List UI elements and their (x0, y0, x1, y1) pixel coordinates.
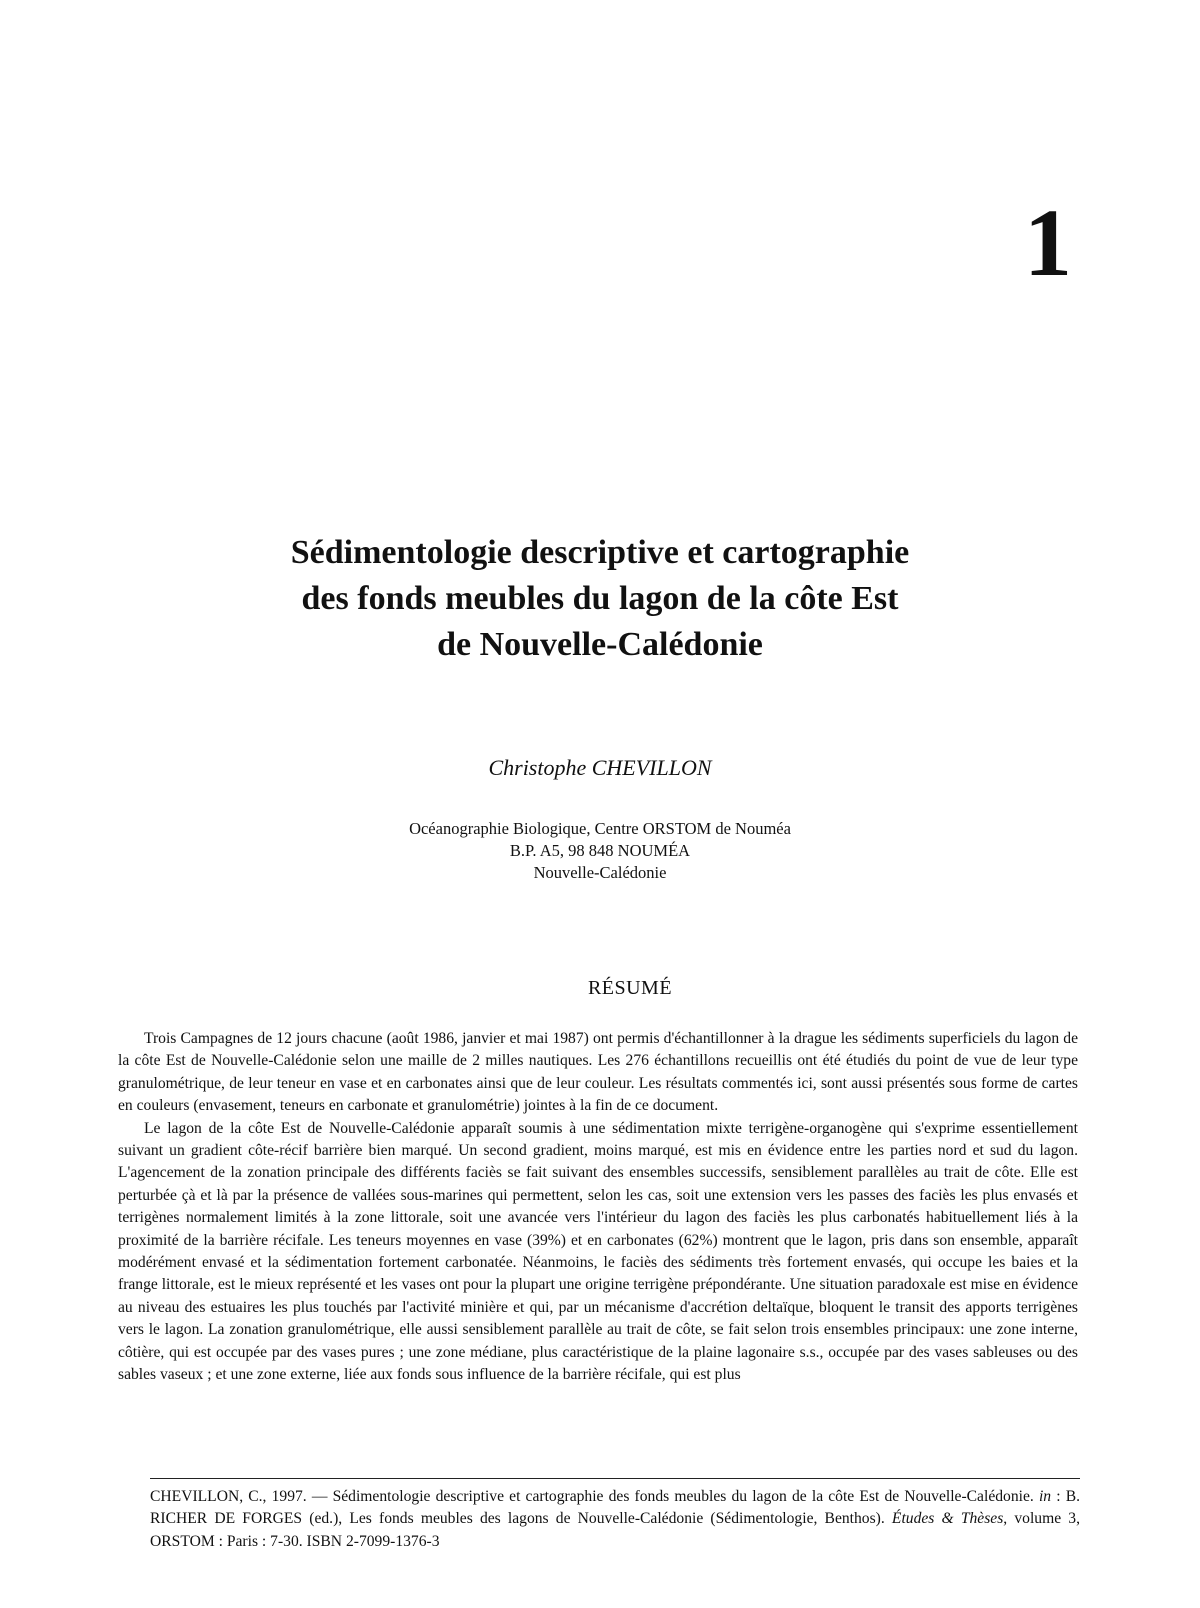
abstract-paragraph: Le lagon de la côte Est de Nouvelle-Calédonie apparaît soumis à une sédimentation mixte terrigène-organogène qui s'exprime essentiellement suivant un gradient côte-récif barrière bien marqué. Un second gradient, moins marqué, est mis en évidence entre les parties nord et sud du lagon. L'agencement de la zonation principale des différents faciès se fait suivant des ensembles successifs, sensiblement parallèles au trait de côte. Elle est perturbée çà et là par la présence de vallées sous-marines qui permettent, selon les cas, soit une extension vers les passes des faciès les plus envasés et terrigènes normalement limités à la zone littorale, soit une avancée vers l'intérieur du lagon des faciès les plus carbonatés habituellement liés à la proximité de la barrière récifale. Les teneurs moyennes en vase (39%) et en carbonates (62%) montrent que le lagon, pris dans son ensemble, apparaît modérément envasé et la sédimentation fortement carbonatée. Néanmoins, le faciès des sédiments très fortement envasés, qui occupe les baies et la frange littorale, est le mieux représenté et les vases ont pour la plupart une origine terrigène prépondérante. Une situation paradoxale est mise en évidence au niveau des estuaires les plus touchés par l'activité minière et qui, par un mécanisme d'accrétion deltaïque, bloquent le transit des apports terrigènes vers le lagon. La zonation granulométrique, elle aussi sensiblement parallèle au trait de côte, se fait selon trois ensembles principaux: une zone interne, côtière, qui est occupée par des vases pures ; une zone médiane, plus caractéristique de la plaine lagonaire s.s., occupée par des vases sableuses ou des sables vaseux ; et une zone externe, liée aux fonds sous influence de la barrière récifale, qui est plus (118, 1119, 1078, 1384)
chapter-number: 1 (1024, 189, 1070, 296)
author-name: Christophe CHEVILLON (488, 755, 712, 780)
author-affiliation (0, 818, 1200, 884)
article-title (180, 530, 1020, 668)
citation-in: in (1038, 1488, 1052, 1505)
affiliation-line: Nouvelle-Calédonie (533, 863, 667, 882)
abstract-heading: RÉSUMÉ (587, 977, 673, 999)
title-line: des fonds meubles du lagon de la côte Est (301, 580, 899, 617)
affiliation-line: Océanographie Biologique, Centre ORSTOM de Nouméa (409, 819, 791, 838)
citation-footnote (150, 1486, 1080, 1553)
title-line: Sédimentologie descriptive et cartographie (290, 534, 910, 571)
citation-text: : B. RICHER DE FORGES (ed.), Les fonds meubles des lagons de Nouvelle-Calédonie (Sédimentologie, Benthos). (150, 1488, 1081, 1528)
abstract-paragraph: Trois Campagnes de 12 jours chacune (août 1986, janvier et mai 1987) ont permis d'échantillonner à la drague les sédiments superficiels du lagon de la côte Est de Nouvelle-Calédonie selon une maille de 2 milles nautiques. Les 276 échantillons recueillis ont été étudiés du point de vue de leur type granulométrique, de leur teneur en vase et en carbonates ainsi que de leur couleur. Les résultats commentés ici, sont aussi présentés sous forme de cartes en couleurs (envasement, teneurs en carbonate et granulométrie) jointes à la fin de ce document. (118, 1030, 1078, 1115)
abstract-body (118, 1028, 1078, 1387)
citation-series: Études & Thèses (891, 1510, 1004, 1528)
citation-text: CHEVILLON, C., 1997. — Sédimentologie descriptive et cartographie des fonds meubles du lagon de la côte Est de Nouvelle-Calédonie. (150, 1488, 1039, 1505)
title-line: de Nouvelle-Calédonie (437, 626, 763, 663)
footnote-divider (150, 1478, 1080, 1479)
citation-text: , volume 3, ORSTOM : Paris : 7-30. ISBN 2-7099-1376-3 (150, 1510, 1080, 1550)
affiliation-line: B.P. A5, 98 848 NOUMÉA (509, 841, 691, 860)
